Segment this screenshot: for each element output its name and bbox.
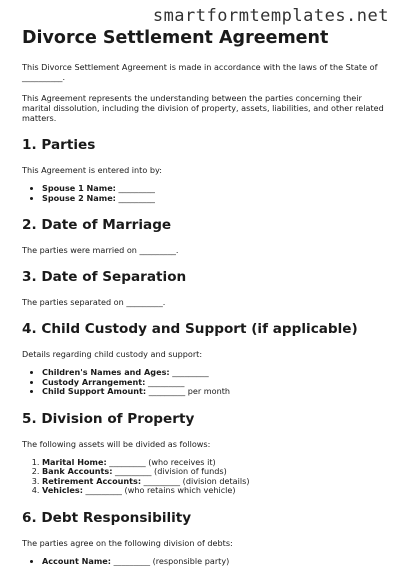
list-item	[42, 557, 387, 566]
custody-list	[22, 368, 387, 397]
list-item	[42, 387, 387, 397]
item-label: Retirement Accounts:	[42, 476, 141, 486]
section-heading-property: 5. Division of Property	[22, 411, 387, 428]
list-item	[42, 486, 387, 496]
item-value: _________ per month	[146, 386, 230, 396]
item-label: Child Support Amount:	[42, 386, 146, 396]
item-label: Spouse 2 Name:	[42, 193, 116, 203]
section-text-custody: Details regarding child custody and support:	[22, 349, 387, 359]
parties-list	[22, 184, 387, 203]
intro-paragraph-1: This Divorce Settlement Agreement is made in accordance with the laws of the State of __________.	[22, 62, 387, 82]
section-heading-marriage: 2. Date of Marriage	[22, 217, 387, 234]
section-heading-separation: 3. Date of Separation	[22, 269, 387, 286]
item-label: Vehicles:	[42, 485, 83, 495]
item-value: _________	[145, 377, 184, 387]
item-label: Marital Home:	[42, 457, 107, 467]
item-label: Custody Arrangement:	[42, 377, 145, 387]
item-label: Spouse 1 Name:	[42, 183, 116, 193]
item-value: _________	[116, 183, 155, 193]
section-text-marriage: The parties were married on _________.	[22, 245, 387, 255]
item-value: _________	[170, 367, 209, 377]
list-item	[42, 194, 387, 204]
watermark-text: smartformtemplates.net	[153, 6, 389, 26]
document-title: Divorce Settlement Agreement	[22, 28, 387, 48]
section-heading-custody: 4. Child Custody and Support (if applicable)	[22, 321, 387, 338]
item-value: _________ (who retains which vehicle)	[83, 485, 236, 495]
section-text-parties: This Agreement is entered into by:	[22, 165, 387, 175]
section-text-debt: The parties agree on the following division of debts:	[22, 538, 387, 548]
section-text-separation: The parties separated on _________.	[22, 297, 387, 307]
item-label: Bank Accounts:	[42, 466, 112, 476]
item-value: _________	[116, 193, 155, 203]
section-heading-parties: 1. Parties	[22, 137, 387, 154]
item-value: _________ (division details)	[141, 476, 249, 486]
item-value: _________ (who receives it)	[107, 457, 216, 467]
section-text-property: The following assets will be divided as follows:	[22, 439, 387, 449]
item-value: _________ (division of funds)	[112, 466, 226, 476]
item-label: Account Name:	[42, 556, 111, 566]
section-heading-debt: 6. Debt Responsibility	[22, 510, 387, 527]
document-page	[22, 28, 387, 566]
item-value: _________ (responsible party)	[111, 556, 229, 566]
debt-list	[22, 557, 387, 566]
intro-paragraph-2: This Agreement represents the understanding between the parties concerning their marital dissolution, including the division of property, assets, liabilities, and other related matters.	[22, 93, 387, 123]
property-list	[22, 458, 387, 496]
item-label: Children's Names and Ages:	[42, 367, 170, 377]
